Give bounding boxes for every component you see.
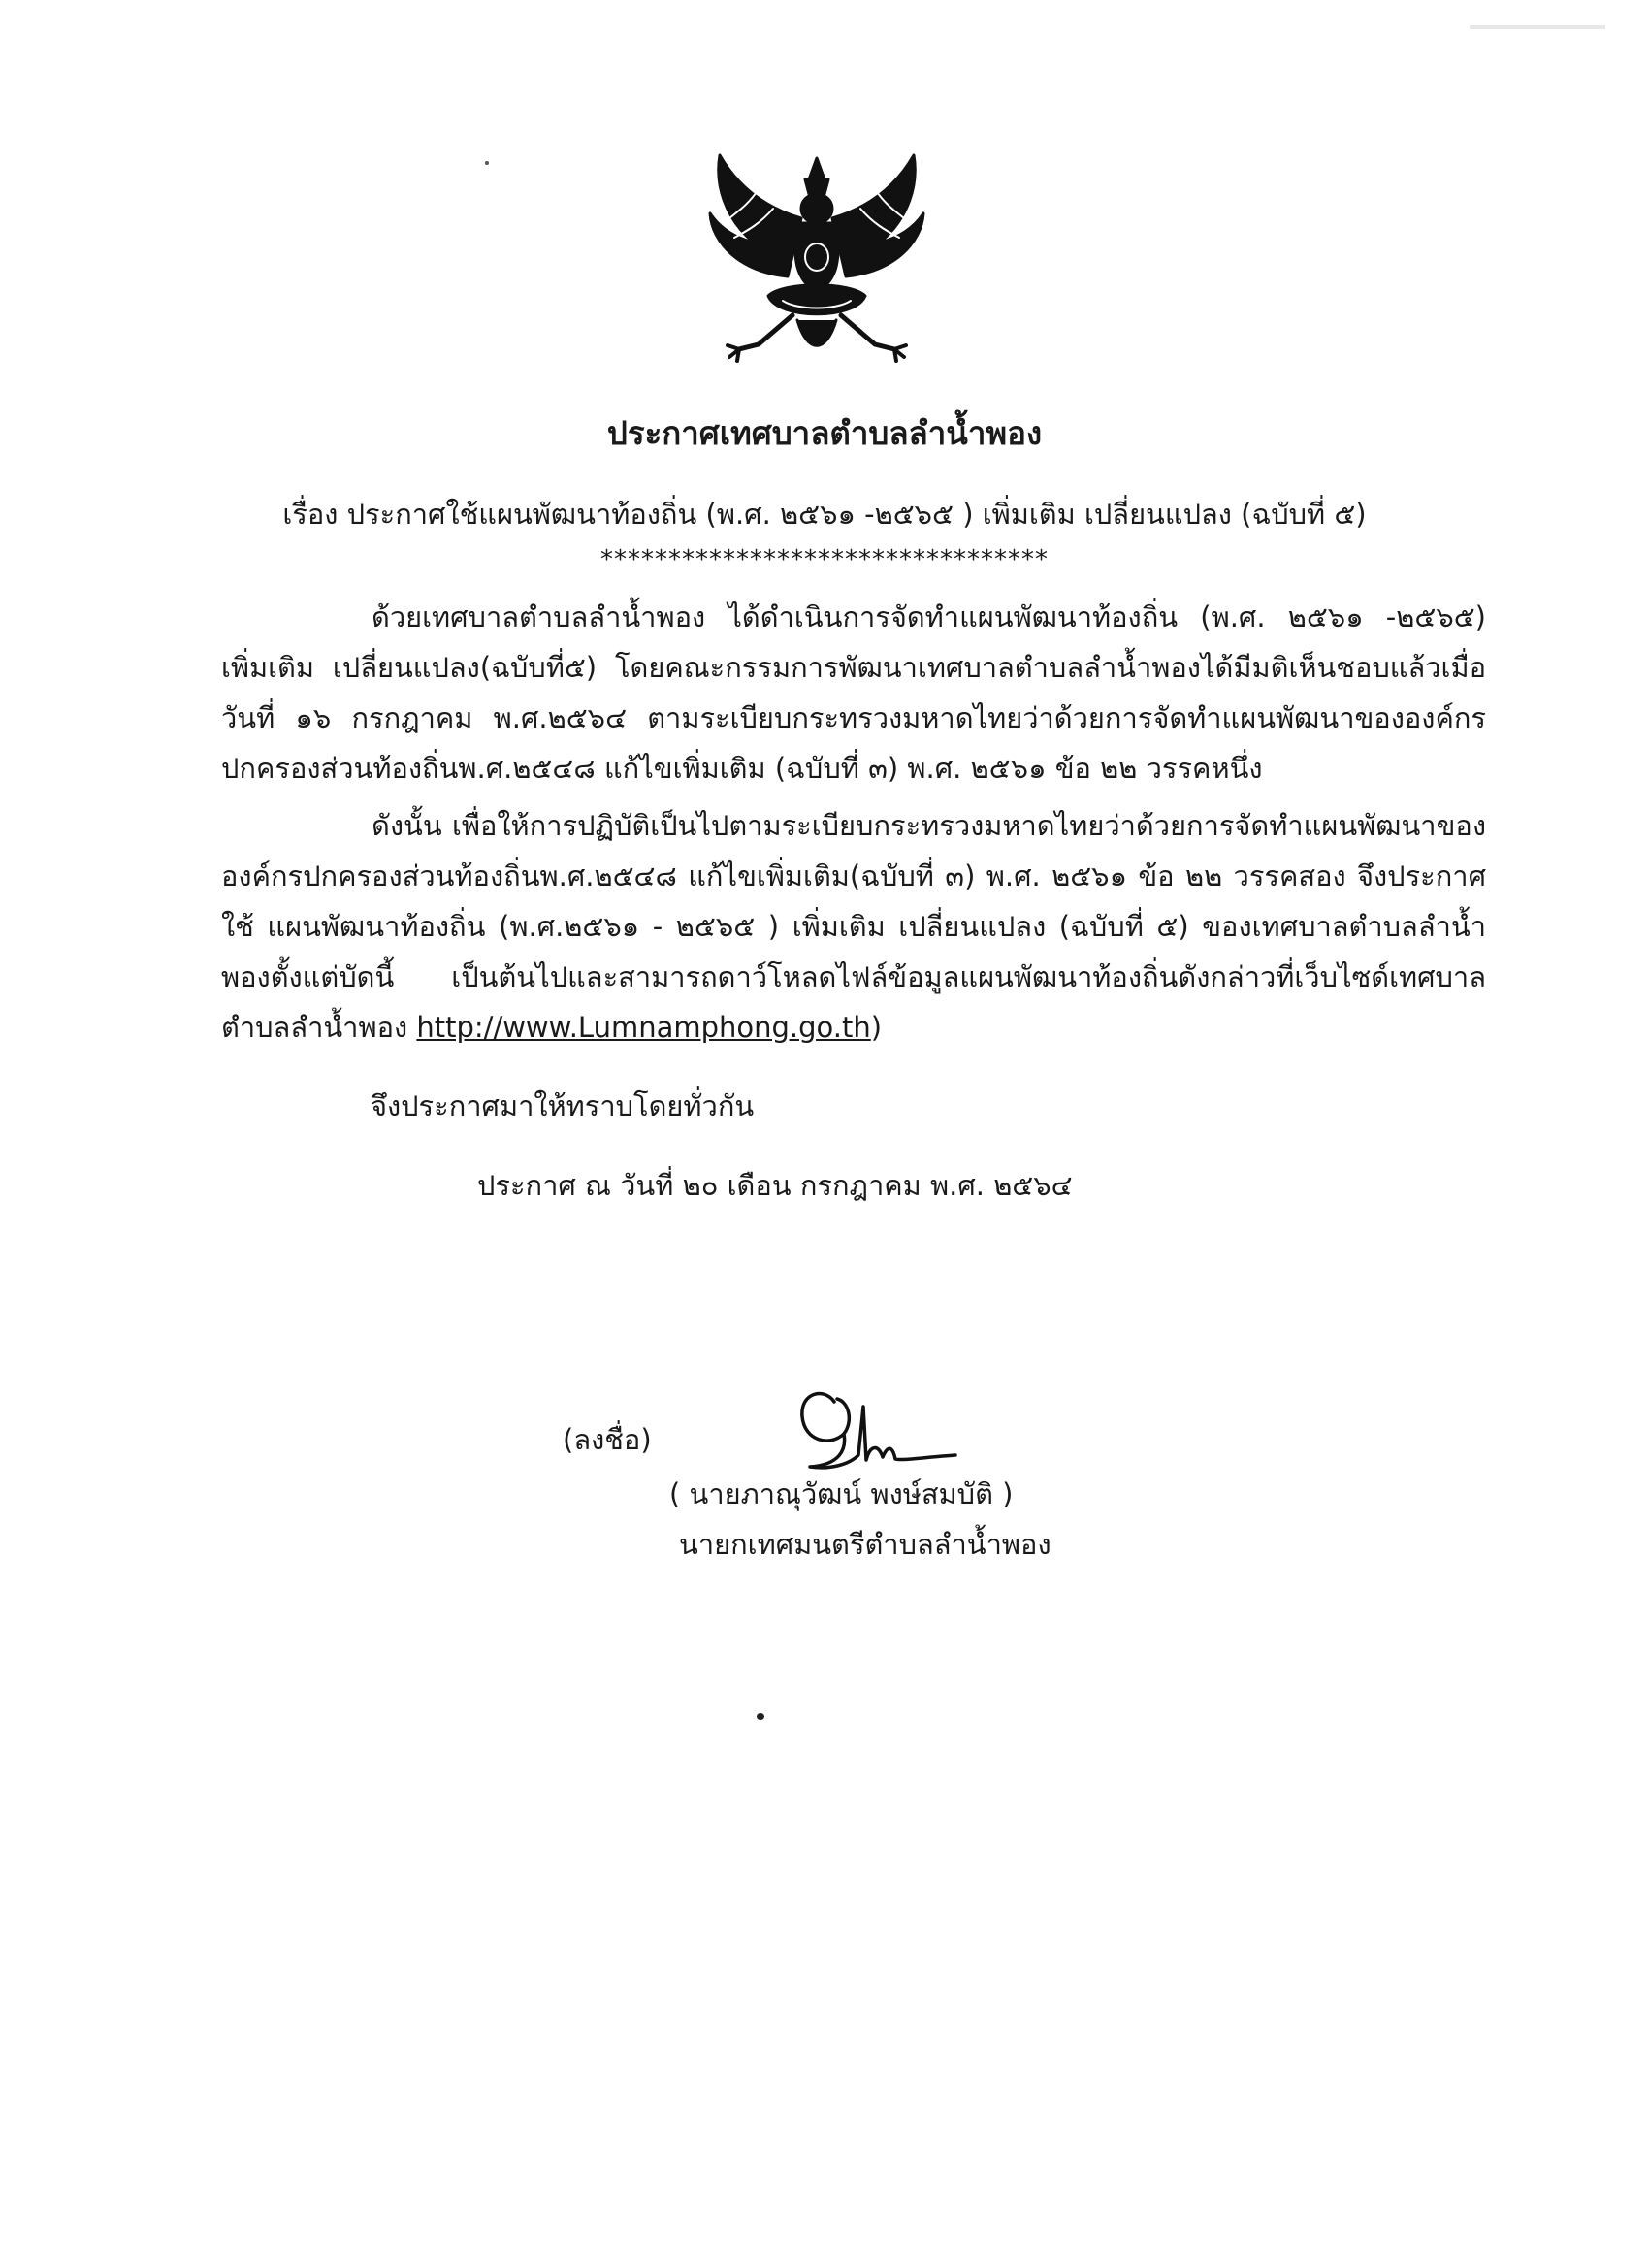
scan-artifact [757,1713,764,1720]
website-link-wrapper [416,1002,882,1053]
announcement-date: ประกาศ ณ วันที่ ๒๐ เดือน กรกฎาคม พ.ศ. ๒๕๖๔ [477,1169,1073,1202]
signature-image [791,1377,965,1484]
separator: ********************************* [600,545,1049,574]
subject-line: เรื่อง ประกาศใช้แผนพัฒนาท้องถิ่น (พ.ศ. ๒๕๖๑ -๒๕๖๕ ) เพิ่มเติม เปลี่ยนแปลง (ฉบับที่ ๕) [282,498,1367,531]
paragraph-2 [221,800,1486,1053]
signature-prefix: (ลงชื่อ) [563,1423,652,1456]
closing-text: จึงประกาศมาให้ทราบโดยทั่วกัน [371,1089,755,1122]
website-link[interactable]: http://www.Lumnamphong.go.th [416,1011,871,1044]
paragraph-1: ด้วยเทศบาลตำบลลำน้ำพอง ได้ดำเนินการจัดทำแผนพัฒนาท้องถิ่น (พ.ศ. ๒๕๖๑ -๒๕๖๕) เพิ่มเติม เปลี่ยนแปลง(ฉบับที่๕) โดยคณะกรรมการพัฒนาเทศบาลตำบลลำน้ำพองได้มีมติเห็นชอบแล้วเมื่อวันที่ ๑๖ กรกฎาคม พ.ศ.๒๕๖๔ ตามระเบียบกระทรวงมหาดไทยว่าด้วยการจัดทำแผนพัฒนาขององค์กรปกครองส่วนท้องถิ่นพ.ศ.๒๕๔๘ แก้ไขเพิ่มเติม (ฉบับที่ ๓) พ.ศ. ๒๕๖๑ ข้อ ๒๒ วรรคหนึ่ง [221,600,1486,785]
garuda-emblem-icon [700,150,933,373]
scan-artifact [485,161,489,165]
signer-position: นายกเทศมนตรีตำบลลำน้ำพอง [679,1528,1051,1561]
signer-name: ( นายภาณุวัฒน์ พงษ์สมบัติ ) [669,1477,1014,1510]
page-title: ประกาศเทศบาลตำบลลำน้ำพอง [606,414,1043,452]
link-suffix: ) [870,1011,883,1044]
paragraph-2-text: ดังนั้น เพื่อให้การปฏิบัติเป็นไปตามระเบียบกระทรวงมหาดไทยว่าด้วยการจัดทำแผนพัฒนาของ องค์กรปกครองส่วนท้องถิ่นพ.ศ.๒๕๔๘ แก้ไขเพิ่มเติม(ฉบับที่ ๓) พ.ศ. ๒๕๖๑ ข้อ ๒๒ วรรคสอง จึงประกาศใช้ แผนพัฒนาท้องถิ่น (พ.ศ.๒๕๖๑ - ๒๕๖๕ ) เพิ่มเติม เปลี่ยนแปลง (ฉบับที่ ๕) ของเทศบาลตำบลลำน้ำพองตั้งแต่บัดนี้ เป็นต้นไปและสามารถดาว์โหลดไฟล์ข้อมูลแผนพัฒนาท้องถิ่นดังกล่าวที่เว็บไซด์เทศบาลตำบลลำน้ำพอง [221,809,1486,1044]
scan-artifact [1470,25,1605,29]
